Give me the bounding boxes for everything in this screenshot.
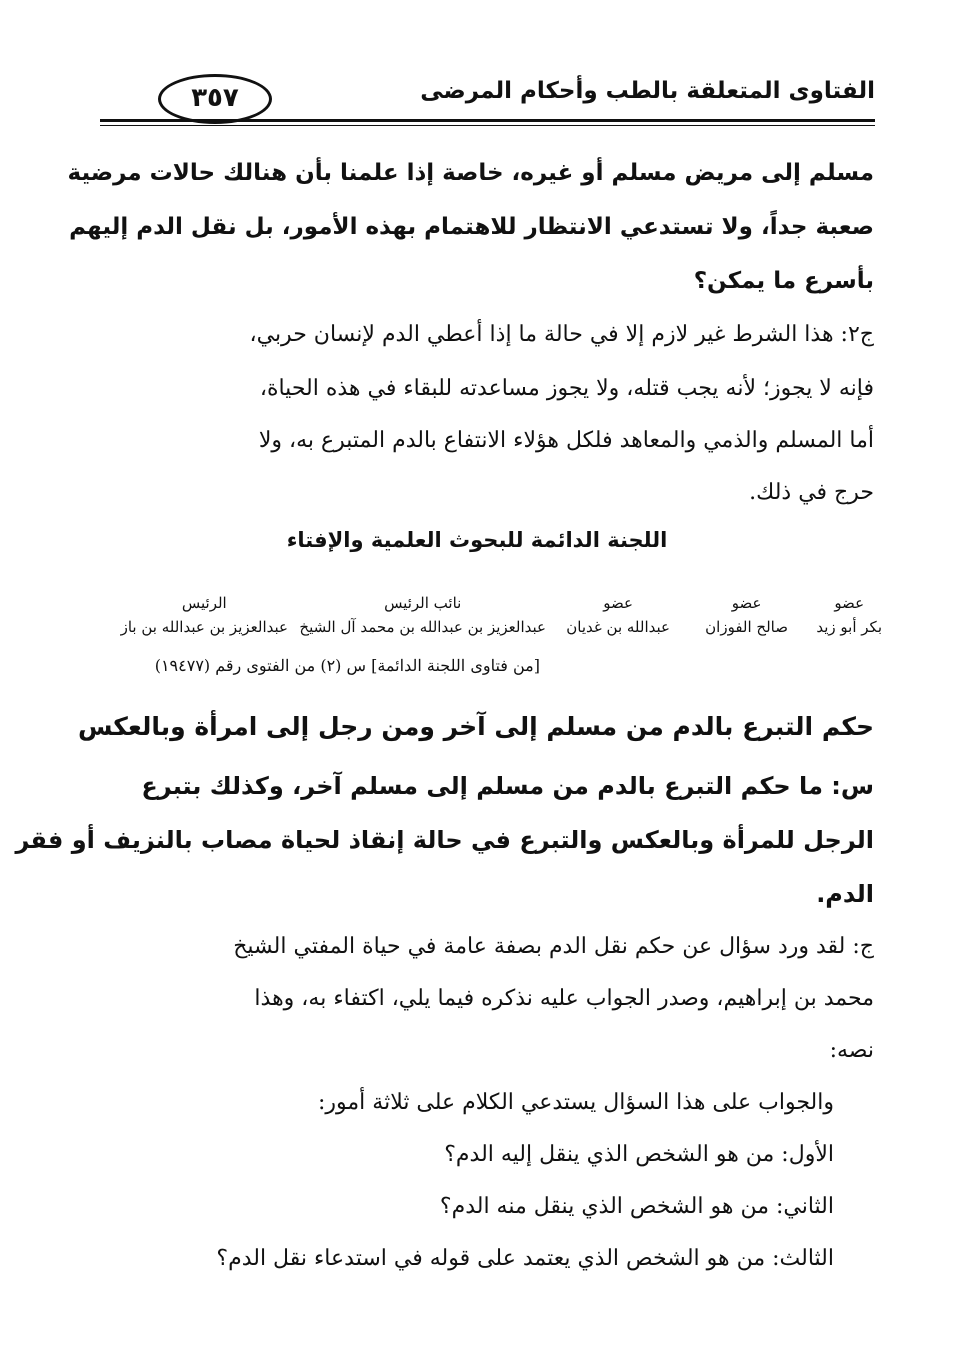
answer-line-2: فإنه لا يجوز؛ لأنه يجب قتله، ولا يجوز مساعدته للبقاء في هذه الحياة، — [259, 376, 874, 401]
signatory-role: عضو — [603, 594, 633, 612]
running-title: الفتاوى المتعلقة بالطب وأحكام المرضى — [420, 78, 875, 104]
committee-title: اللجنة الدائمة للبحوث العلمية والإفتاء — [286, 528, 668, 552]
quote-line-3: الثاني: من هو الشخص الذي ينقل منه الدم؟ — [439, 1194, 834, 1219]
signatory-1 — [816, 594, 882, 636]
page-number: ٣٥٧ — [158, 74, 272, 124]
quote-line-1: والجواب على هذا السؤال يستدعي الكلام على ثلاثة أمور: — [317, 1090, 834, 1115]
question2-line-3: الدم. — [816, 880, 874, 908]
source-citation: [من فتاوى اللجنة الدائمة] س (٢) من الفتوى رقم (١٩٤٧٧) — [154, 656, 540, 675]
answer2-line-1: ج: لقد ورد سؤال عن حكم نقل الدم بصفة عامة في حياة المفتي الشيخ — [233, 934, 874, 959]
signatory-name: بكر أبو زيد — [816, 618, 882, 636]
answer2-line-2: محمد بن إبراهيم، وصدر الجواب عليه نذكره فيما يلي، اكتفاء به، وهذا — [254, 986, 874, 1011]
question2-line-1: س: ما حكم التبرع بالدم من مسلم إلى مسلم آخر، وكذلك بتبرع — [141, 772, 874, 800]
signatory-role: عضو — [731, 594, 762, 612]
signatory-name: عبدالله بن غديان — [566, 618, 670, 636]
signatory-name: صالح الفوزان — [705, 618, 788, 636]
quote-line-2: الأول: من هو الشخص الذي ينقل إليه الدم؟ — [444, 1142, 834, 1167]
signatory-3 — [566, 594, 670, 636]
header-rule-thin — [100, 125, 875, 126]
question-line-1: مسلم إلى مريض مسلم أو غيره، خاصة إذا علمنا بأن هنالك حالات مرضية — [67, 160, 874, 186]
section-heading: حكم التبرع بالدم من مسلم إلى آخر ومن رجل إلى امرأة وبالعكس — [77, 712, 874, 741]
quote-line-4: الثالث: من هو الشخص الذي يعتمد على قوله في استدعاء نقل الدم؟ — [216, 1246, 834, 1271]
question-line-2: صعبة جداً، ولا تستدعي الانتظار للاهتمام بهذه الأمور، بل نقل الدم إليهم — [69, 214, 874, 240]
question-line-3: بأسرع ما يمكن؟ — [693, 268, 874, 294]
answer-line-3: أما المسلم والذمي والمعاهد فلكل هؤلاء الانتفاع بالدم المتبرع به، ولا — [258, 428, 874, 453]
signatory-5 — [121, 594, 288, 636]
signatory-role: نائب الرئيس — [384, 594, 462, 612]
header-rule-thick — [100, 119, 875, 122]
signatory-role: الرئيس — [181, 594, 227, 612]
answer-line-4: حرج في ذلك. — [749, 480, 874, 505]
signatory-4 — [299, 594, 546, 636]
page-header — [100, 72, 875, 120]
signatory-name: عبدالعزيز بن عبدالله بن محمد آل الشيخ — [299, 618, 546, 636]
signatory-2 — [705, 594, 788, 636]
answer-line-1: ج٢: هذا الشرط غير لازم إلا في حالة ما إذا أعطي الدم لإنسان حربي، — [249, 322, 874, 347]
answer2-line-3: نصه: — [829, 1038, 874, 1063]
signatory-role: عضو — [834, 594, 865, 612]
signatory-name: عبدالعزيز بن عبدالله بن باز — [120, 618, 288, 636]
question2-line-2: الرجل للمرأة وبالعكس والتبرع في حالة إنقاذ لحياة مصاب بالنزيف أو فقر — [15, 826, 874, 854]
